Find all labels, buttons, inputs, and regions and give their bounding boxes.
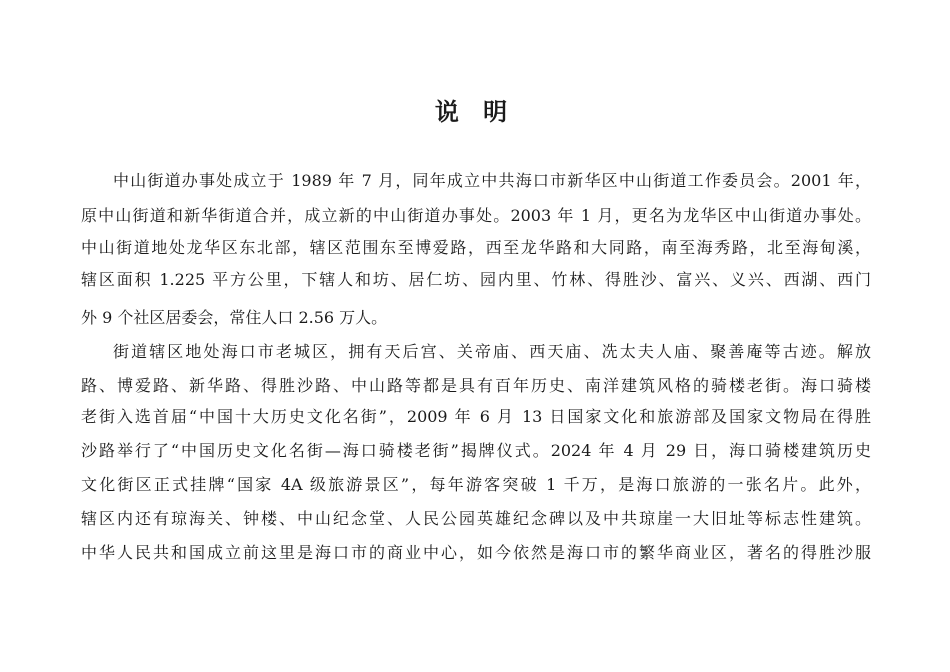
paragraph-1-line-1: 中山街道办事处成立于 1989 年 7 月，同年成立中共海口市新华区中山街道工作委员会。2001 年， <box>113 171 871 190</box>
paragraph-2-line-5: 文化街区正式挂牌“国家 4A 级旅游景区”，每年游客突破 1 千万，是海口旅游的一张名片。此外， <box>81 475 871 494</box>
page-title: 说 明 <box>434 97 516 126</box>
paragraph-1-line-3: 中山街道地处龙华区东北部，辖区范围东至博爱路，西至龙华路和大同路，南至海秀路，北至海甸溪， <box>81 238 871 257</box>
paragraph-2-line-6: 辖区内还有琼海关、钟楼、中山纪念堂、人民公园英雄纪念碑以及中共琼崖一大旧址等标志性建筑。 <box>81 509 871 528</box>
paragraph-1-line-5: 外 9 个社区居委会，常住人口 2.56 万人。 <box>81 308 388 327</box>
paragraph-2-line-7: 中华人民共和国成立前这里是海口市的商业中心，如今依然是海口市的繁华商业区，著名的得胜沙服 <box>81 543 871 562</box>
paragraph-1-line-4: 辖区面积 1.225 平方公里，下辖人和坊、居仁坊、园内里、竹林、得胜沙、富兴、义兴、西湖、西门 <box>81 270 871 289</box>
paragraph-2-line-2: 路、博爱路、新华路、得胜沙路、中山路等都是具有百年历史、南洋建筑风格的骑楼老街。海口骑楼 <box>81 376 871 395</box>
paragraph-1-line-2: 原中山街道和新华街道合并，成立新的中山街道办事处。2003 年 1 月，更名为龙华区中山街道办事处。 <box>81 206 871 225</box>
paragraph-2-line-1: 街道辖区地处海口市老城区，拥有天后宫、关帝庙、西天庙、冼太夫人庙、聚善庵等古迹。解放 <box>113 342 871 361</box>
paragraph-2-line-3: 老街入选首届“中国十大历史文化名街”，2009 年 6 月 13 日国家文化和旅游部及国家文物局在得胜 <box>81 407 871 426</box>
paragraph-2-line-4: 沙路举行了“中国历史文化名街—海口骑楼老街”揭牌仪式。2024 年 4 月 29 日，海口骑楼建筑历史 <box>81 441 871 460</box>
